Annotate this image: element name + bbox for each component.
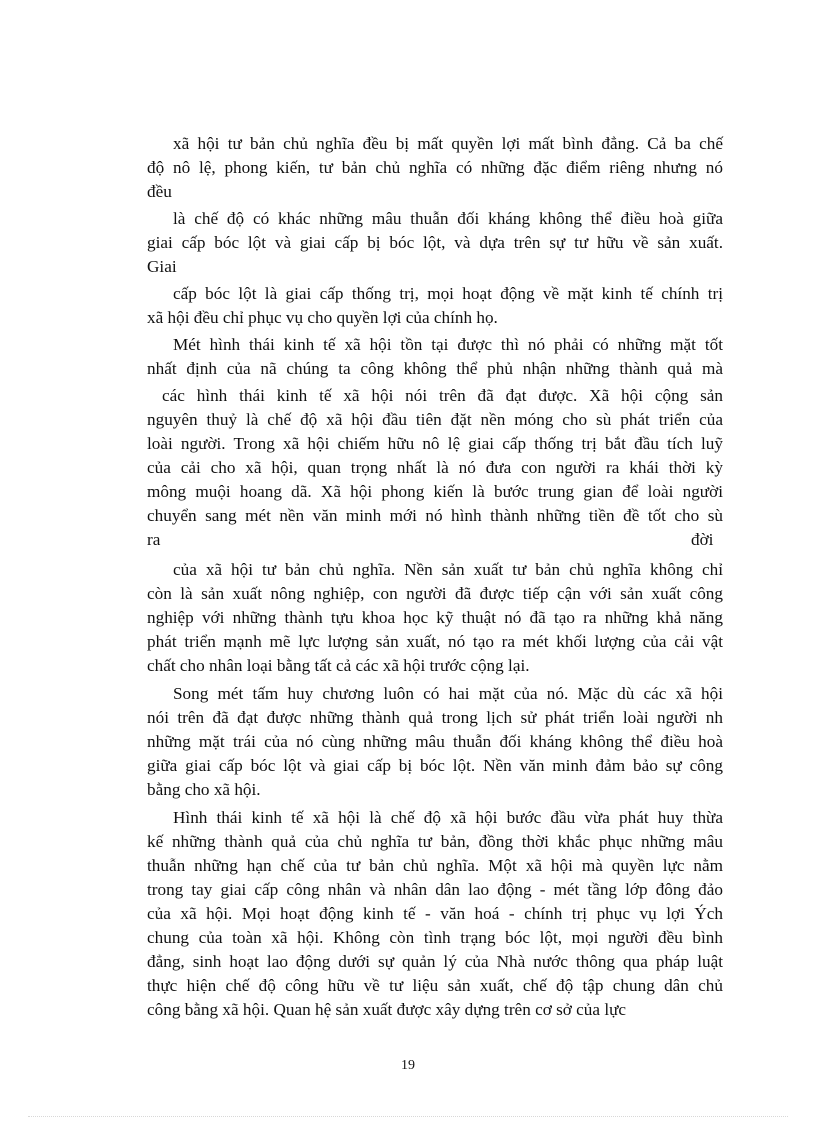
text-line: đời: [691, 530, 714, 549]
text-line: xã hội đều chỉ phục vụ cho quyền lợi của chính họ.: [147, 308, 498, 327]
text-line: nghiệp với những thành tựu khoa học kỹ thuật nó đã tạo ra những khả năng: [147, 608, 723, 627]
text-line: thực hiện chế độ công hữu về tư liệu sản xuất, chế độ tập chung dân chủ: [147, 976, 723, 995]
text-line: phát triển mạnh mẽ lực lượng sản xuất, nó tạo ra mét khối lượng của cải vật: [147, 632, 723, 651]
text-line: Hình thái kinh tế xã hội là chế độ xã hội bước đầu vừa phát huy thừa: [173, 808, 723, 827]
text-line: đẳng, sinh hoạt lao động dưới sự quản lý của Nhà nước thông qua pháp luật: [147, 952, 723, 971]
text-line: nhất định của nã chúng ta công không thể phủ nhận những thành quả mà: [147, 359, 723, 378]
text-line: thuẫn những hạn chế của tư bản chủ nghĩa. Một xã hội mà quyền lực nằm: [147, 856, 723, 875]
text-line: chất cho nhân loại bằng tất cả các xã hội trước cộng lại.: [147, 656, 530, 675]
text-line: ra: [147, 530, 161, 549]
text-line: những mặt trái của nó cùng những mâu thuẫn đối kháng không thể điều hoà: [147, 732, 723, 751]
text-line: của xã hội. Mọi hoạt động kinh tế - văn hoá - chính trị phục vụ lợi Ých: [147, 904, 723, 923]
text-line: giữa giai cấp bóc lột và giai cấp bị bóc lột. Nền văn minh đảm bảo sự công: [147, 756, 723, 775]
text-line: chung của toàn xã hội. Không còn tình trạng bóc lột, mọi người đều bình: [147, 928, 723, 947]
text-line: nguyên thuỷ là chế độ xã hội đầu tiên đặt nền móng cho sù phát triển của: [147, 410, 723, 429]
text-line: giai cấp bóc lột và giai cấp bị bóc lột, và dựa trên sự tư hữu về sản xuất.: [147, 233, 723, 252]
text-line: đều: [147, 182, 172, 201]
text-line: mông muội hoang dã. Xã hội phong kiến là bước trung gian để loài người: [147, 482, 723, 501]
page-bottom-border: [28, 1116, 788, 1117]
text-line: công bằng xã hội. Quan hệ sản xuất được xây dựng trên cơ sở của lực: [147, 1000, 627, 1019]
text-line: trong tay giai cấp công nhân và nhân dân lao động - mét tầng lớp đông đảo: [147, 880, 723, 899]
text-line: kế những thành quả của chủ nghĩa tư bản, đồng thời khắc phục những mâu: [147, 832, 723, 851]
text-line: nói trên đã đạt được những thành quả trong lịch sử phát triển loài người nh: [147, 708, 723, 727]
text-line: loài người. Trong xã hội chiếm hữu nô lệ giai cấp thống trị bắt đầu tích luỹ: [147, 434, 723, 453]
text-line: còn là sản xuất nông nghiệp, con người đã được tiếp cận với sản xuất công: [147, 584, 723, 603]
text-line: cấp bóc lột là giai cấp thống trị, mọi hoạt động về mặt kinh tế chính trị: [173, 284, 723, 303]
text-line: bằng cho xã hội.: [147, 780, 261, 799]
text-line: là chế độ có khác những mâu thuẫn đối kháng không thể điều hoà giữa: [173, 209, 723, 228]
text-line: các hình thái kinh tế xã hội nói trên đã đạt được. Xã hội cộng sản: [162, 386, 723, 405]
text-line: của cải cho xã hội, quan trọng nhất là nó đưa con người ra khái thời kỳ: [147, 458, 723, 477]
text-line: độ nô lệ, phong kiến, tư bản chủ nghĩa có những đặc điểm riêng nhưng nó: [147, 158, 723, 177]
text-line: xã hội tư bản chủ nghĩa đều bị mất quyền lợi mất bình đẳng. Cả ba chế: [173, 134, 723, 153]
text-line: Mét hình thái kinh tế xã hội tồn tại được thì nó phải có những mặt tốt: [173, 335, 723, 354]
text-line: của xã hội tư bản chủ nghĩa. Nền sản xuất tư bản chủ nghĩa không chỉ: [173, 560, 723, 579]
text-line: chuyển sang mét nền văn minh mới nó hình thành những tiền đề tốt cho sù: [147, 506, 723, 525]
page-number: 19: [401, 1058, 415, 1073]
text-line: Giai: [147, 257, 177, 276]
text-line: Song mét tấm huy chương luôn có hai mặt của nó. Mặc dù các xã hội: [173, 684, 723, 703]
